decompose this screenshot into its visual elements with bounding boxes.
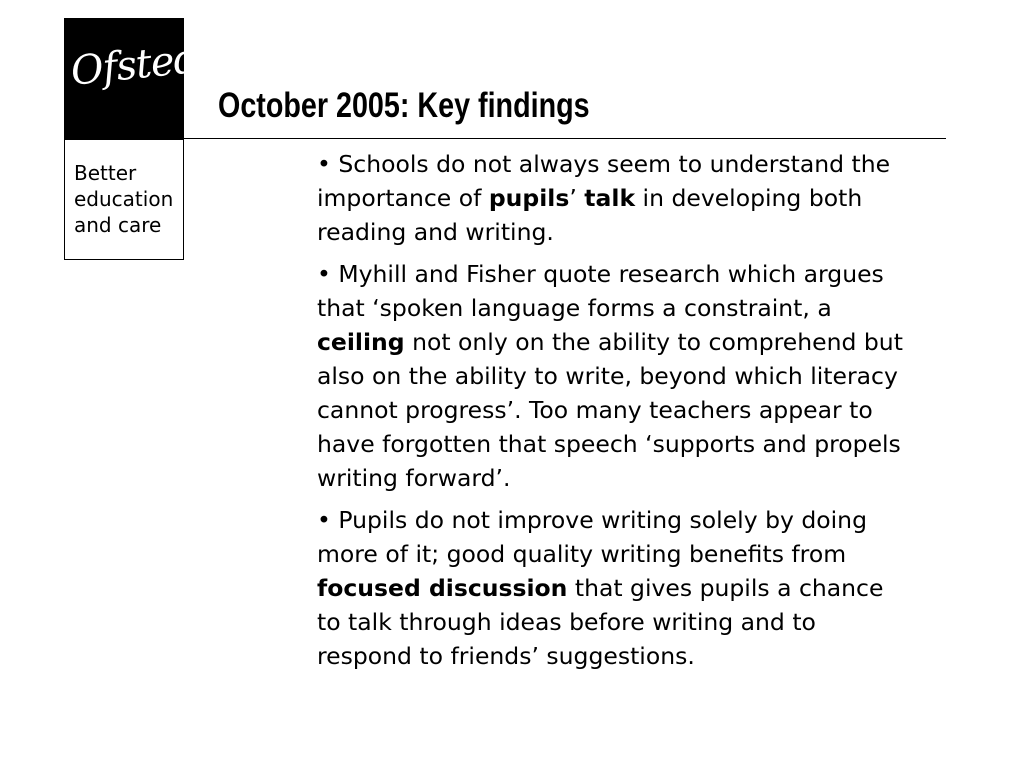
finding-text: not only on the ability to comprehend but also on the ability to write, beyond which literacy cannot progress’. Too many teachers appear to have forgotten that speech ‘supports and propels writing forward’. [317, 328, 903, 492]
finding-emphasis: pupils [488, 184, 570, 212]
bullet-marker: • [317, 150, 331, 178]
finding-text: ’ [569, 184, 585, 212]
logo-wordmark: Ofsted [68, 35, 201, 95]
slide-title: October 2005: Key findings [218, 86, 590, 125]
finding-text: in developing both reading and writing. [317, 184, 863, 246]
finding-text: Myhill and Fisher quote research which argues that ‘spoken language forms a constraint, a [317, 260, 884, 322]
finding-emphasis: focused discussion [317, 574, 568, 602]
logo-tagline [74, 160, 182, 238]
finding-text: Pupils do not improve writing solely by doing more of it; good quality writing benefits from [317, 506, 867, 568]
bullet-marker: • [317, 260, 331, 288]
logo-black-panel [65, 19, 201, 140]
finding-emphasis: ceiling [317, 328, 405, 356]
finding-text: that gives pupils a chance to talk through ideas before writing and to respond to friends’ suggestions. [317, 574, 884, 670]
logo-tagline-line: Better [74, 161, 137, 185]
finding-emphasis: talk [584, 184, 636, 212]
finding-text: Schools do not always seem to understand the importance of [317, 150, 891, 212]
logo-tagline-line: and care [74, 213, 162, 237]
bullet-marker: • [317, 506, 331, 534]
finding-bullet [317, 147, 907, 249]
findings-list [317, 147, 907, 681]
logo-tagline-line: education [74, 187, 174, 211]
finding-bullet [317, 503, 907, 673]
title-divider [184, 138, 946, 139]
ofsted-logo [64, 18, 201, 260]
finding-bullet [317, 257, 907, 495]
